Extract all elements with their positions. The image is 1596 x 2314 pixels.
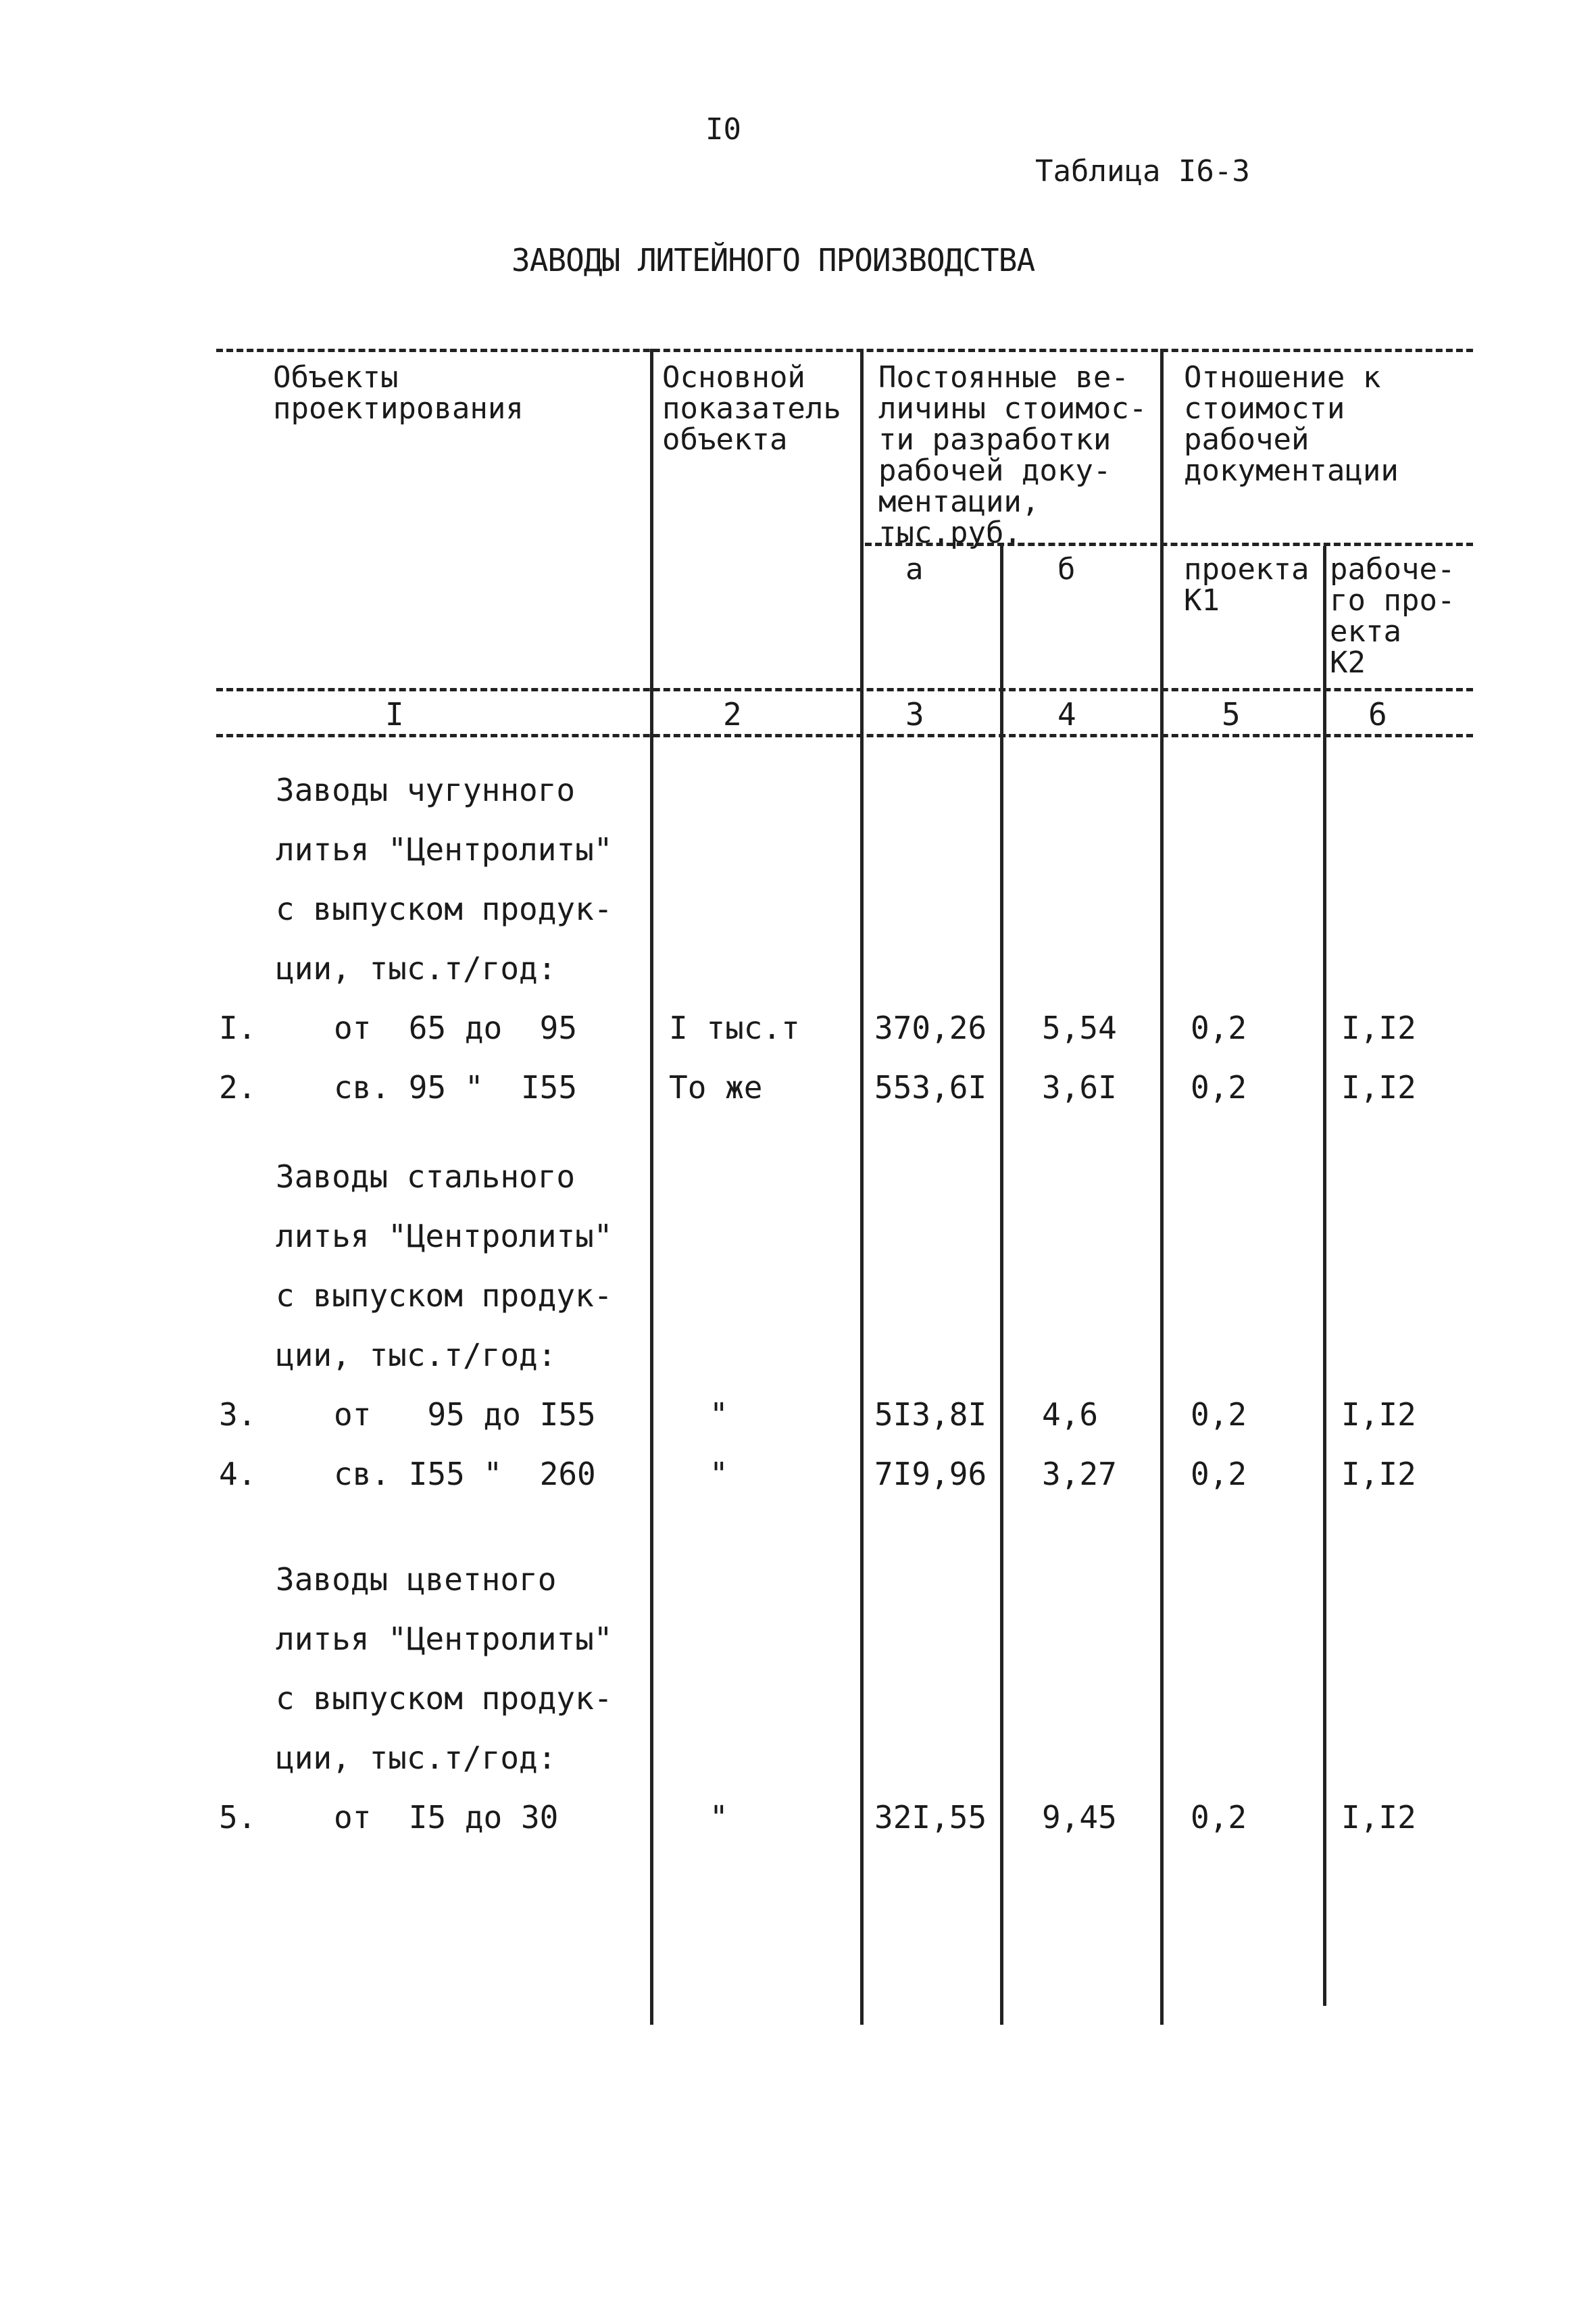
row-value-k2: I,I2 [1341, 1456, 1416, 1492]
group-title-line: литья "Центролиты" [276, 1218, 613, 1254]
row-indicator: I тыс.т [669, 1010, 800, 1046]
group-title-line: литья "Центролиты" [276, 1621, 613, 1657]
vline-col5 [1160, 349, 1164, 2025]
row-value-k1: 0,2 [1191, 1069, 1247, 1106]
rule-column-numbers [216, 734, 1473, 737]
row-value-a: 370,26 [874, 1010, 987, 1046]
vline-col3 [860, 349, 864, 2025]
rule-top [216, 349, 1473, 352]
row-range: св. I55 " 260 [334, 1456, 596, 1492]
row-value-b: 3,6I [1042, 1069, 1117, 1106]
row-value-b: 3,27 [1042, 1456, 1117, 1492]
row-value-b: 5,54 [1042, 1010, 1117, 1046]
row-number: 4. [219, 1456, 257, 1492]
column-number-4: 4 [1057, 696, 1076, 733]
column-number-3: 3 [905, 696, 924, 733]
row-value-b: 9,45 [1042, 1799, 1117, 1836]
vline-col2 [650, 349, 653, 2025]
group-title-line: с выпуском продук- [276, 1277, 613, 1314]
group-title-line: Заводы цветного [276, 1561, 557, 1598]
row-value-k1: 0,2 [1191, 1456, 1247, 1492]
row-value-a: 5I3,8I [874, 1396, 987, 1433]
page-number: I0 [705, 112, 741, 147]
row-value-a: 7I9,96 [874, 1456, 987, 1492]
rule-header-bottom [216, 688, 1473, 691]
vline-col4 [1000, 546, 1003, 2025]
table-title: ЗАВОДЫ ЛИТЕЙНОГО ПРОИЗВОДСТВА [512, 242, 1035, 278]
group-title-line: Заводы стального [276, 1158, 576, 1195]
group-title-line: ции, тыс.т/год: [276, 950, 557, 987]
row-value-k2: I,I2 [1341, 1396, 1416, 1433]
column-number-6: 6 [1368, 696, 1387, 733]
header-ratio: Отношение к стоимости рабочей документации [1184, 360, 1399, 488]
row-value-a: 553,6I [874, 1069, 987, 1106]
row-range: св. 95 " I55 [334, 1069, 578, 1106]
group-title-line: ции, тыс.т/год: [276, 1337, 557, 1373]
row-number: 2. [219, 1069, 257, 1106]
header-k2: рабоче- го про- екта К2 [1330, 552, 1455, 680]
row-value-k2: I,I2 [1341, 1799, 1416, 1836]
group-title-line: литья "Центролиты" [276, 831, 613, 868]
row-value-b: 4,6 [1042, 1396, 1099, 1433]
row-indicator: " [709, 1799, 728, 1836]
header-objects: Объекты проектирования [273, 360, 524, 426]
row-indicator: " [709, 1456, 728, 1492]
row-number: 5. [219, 1799, 257, 1836]
row-value-k2: I,I2 [1341, 1010, 1416, 1046]
header-indicator: Основной показатель объекта [662, 360, 841, 457]
column-number-5: 5 [1222, 696, 1241, 733]
row-number: 3. [219, 1396, 257, 1433]
header-col-b: б [1057, 552, 1076, 587]
row-value-k1: 0,2 [1191, 1010, 1247, 1046]
group-title-line: с выпуском продук- [276, 891, 613, 927]
row-indicator: " [709, 1396, 728, 1433]
row-range: от I5 до 30 [334, 1799, 559, 1836]
header-constant-values: Постоянные ве- личины стоимос- ти разработки рабочей доку- ментации, тыс.руб. [878, 360, 1147, 550]
group-title-line: с выпуском продук- [276, 1680, 613, 1717]
column-number-1: I [385, 696, 404, 733]
row-value-a: 32I,55 [874, 1799, 987, 1836]
header-col-a: а [905, 552, 924, 587]
row-number: I. [219, 1010, 257, 1046]
row-range: от 95 до I55 [334, 1396, 596, 1433]
header-k1: проекта К1 [1184, 552, 1310, 618]
row-range: от 65 до 95 [334, 1010, 578, 1046]
row-value-k1: 0,2 [1191, 1396, 1247, 1433]
column-number-2: 2 [723, 696, 742, 733]
group-title-line: Заводы чугунного [276, 772, 576, 808]
row-value-k2: I,I2 [1341, 1069, 1416, 1106]
row-indicator: То же [669, 1069, 763, 1106]
row-value-k1: 0,2 [1191, 1799, 1247, 1836]
table-label: Таблица I6-3 [1035, 154, 1250, 189]
group-title-line: ции, тыс.т/год: [276, 1740, 557, 1776]
vline-col6 [1323, 546, 1326, 2006]
